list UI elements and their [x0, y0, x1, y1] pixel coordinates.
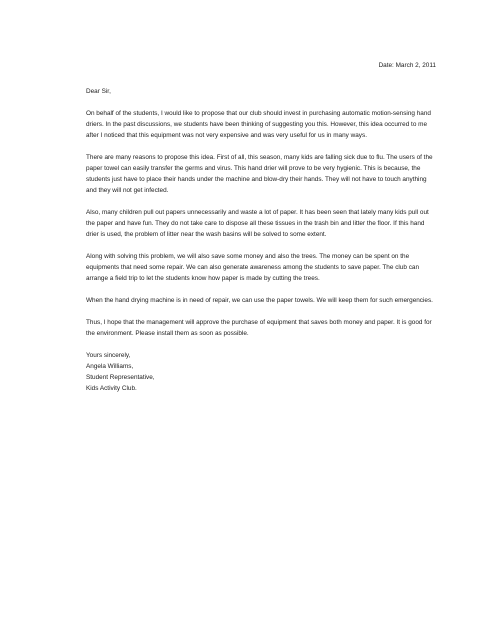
paragraph-proposal: On behalf of the students, I would like to propose that our club should invest in purchasing automatic motion-sensing hand driers. In the past discussions, we students have been thinking of suggesting you this. However, this idea occurred to me after I noticed that this equipment was not very expensive and was very useful for us in many ways. [86, 110, 431, 139]
letter-salutation: Dear Sir, [86, 88, 111, 95]
signer-title: Student Representative, [86, 374, 155, 381]
paragraph-paper-waste: Also, many children pull out papers unnecessarily and waste a lot of paper. It has been seen that lately many kids pull out the paper and have fun. They do not take care to dispose all these tissues in the trash bin and litter the floor. If this hand drier is used, the problem of litter near the wash basins will be solved to some extent. [86, 209, 429, 238]
valediction: Yours sincerely, [86, 352, 131, 359]
signer-name: Angela Williams, [86, 363, 134, 370]
paragraph-repair: When the hand drying machine is in need of repair, we can use the paper towels. We will keep them for such emergencies. [86, 297, 433, 304]
paragraph-savings: Along with solving this problem, we will also save some money and also the trees. The money can be spent on the equipments that need some repair. We can also generate awareness among the students to save paper. The club can arrange a field trip to let the students know how paper is made by cutting the trees. [86, 253, 419, 282]
paragraph-hygiene: There are many reasons to propose this idea. First of all, this season, many kids are falling sick due to flu. The users of the paper towel can easily transfer the germs and virus. This hand drier will prove to be very hygienic. This is because, the students just have to place their hands under the machine and blow-dry their hands. They will not have to touch anything and they will not get infected. [86, 154, 433, 194]
letter-body [86, 60, 436, 394]
signer-organization: Kids Activity Club. [86, 385, 137, 392]
letter-date: Date: March 2, 2011 [378, 62, 436, 69]
letter-closing [86, 350, 436, 394]
paragraph-conclusion: Thus, I hope that the management will approve the purchase of equipment that saves both money and paper. It is good for the environment. Please install them as soon as possible. [86, 319, 432, 337]
